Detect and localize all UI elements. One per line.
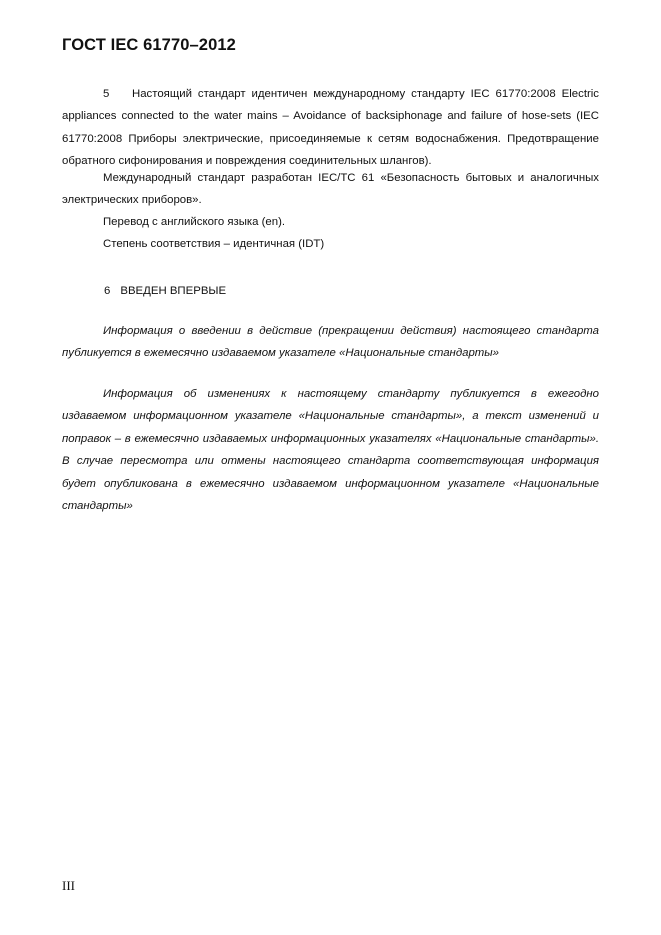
info-paragraph-1: Информация о введении в действие (прекращении действия) настоящего стандарта публикуется в ежемесячно издаваемом указателе «Национальные стандарты» bbox=[62, 325, 599, 360]
clause-6-text: ВВЕДЕН ВПЕРВЫЕ bbox=[120, 285, 227, 297]
page-number: III bbox=[62, 878, 75, 893]
clause-6-paragraph bbox=[104, 280, 226, 302]
conformity-line: Степень соответствия – идентичная (IDT) bbox=[103, 238, 325, 250]
clause-5-number: 5 bbox=[103, 88, 110, 100]
clause-6-number: 6 bbox=[104, 285, 111, 297]
page-title: ГОСТ IEC 61770–2012 bbox=[62, 36, 236, 54]
clause-5-text: Настоящий стандарт идентичен международному стандарту IEC 61770:2008 Electric appliances connected to the water mains – Avoidance of backsiphonage and failure of hose-sets (IEC 61770:2008 Приборы электрические, присоединяемые к сетям водоснабжения. Предотвращение обратного сифонирования и повреждения соединительных шлангов). bbox=[62, 88, 599, 168]
info-paragraph-2: Информация об изменениях к настоящему стандарту публикуется в ежегодно издаваемом информационном указателе «Национальные стандарты», а текст изменений и поправок – в ежемесячно издаваемых информационных указателях «Национальные стандарты». В случае пересмотра или отмены настоящего стандарта соответствующая информация будет опубликована в ежемесячно издаваемом информационном указателе «Национальные стандарты» bbox=[62, 388, 599, 513]
developer-paragraph: Международный стандарт разработан IEC/TC 61 «Безопасность бытовых и аналогичных электрических приборов». bbox=[62, 172, 599, 207]
clause-5-paragraph bbox=[62, 83, 599, 173]
translation-line: Перевод с английского языка (en). bbox=[103, 216, 286, 228]
